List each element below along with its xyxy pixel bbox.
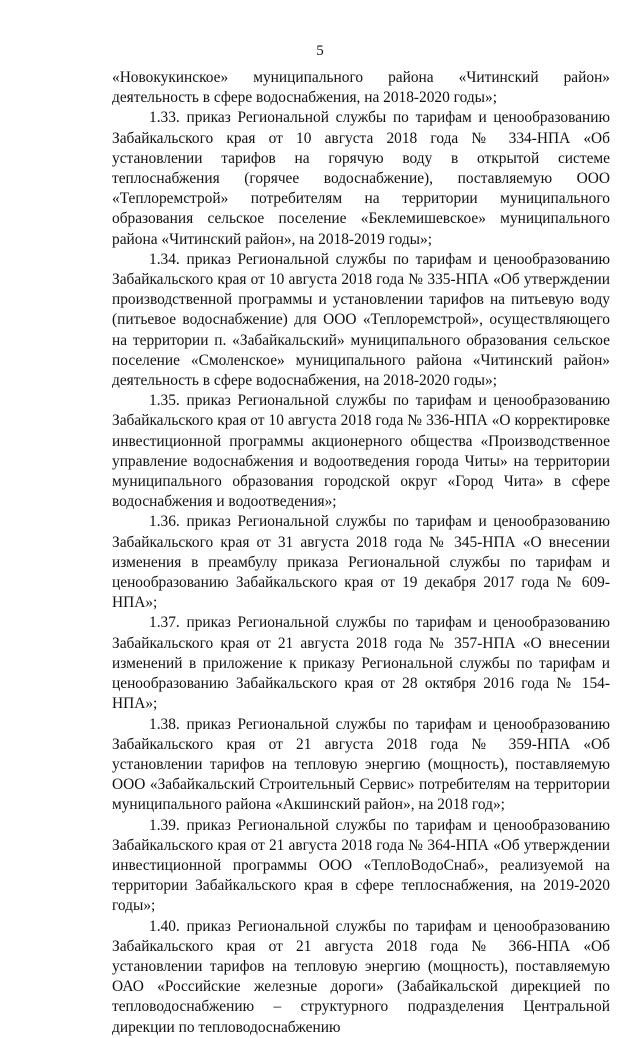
paragraph-item-1-40: 1.40. приказ Региональной службы по тарифам и ценообразованию Забайкальского края от 21 августа 2018 года № 366-НПА «Об установлении тарифов на тепловую энергию (мощность), поставляемую ОАО «Российские железные дороги» (Забайкальской дирекцией по тепловодоснабжению – структурного подразделения Центральной дирекции по тепловодоснабжению [112, 917, 610, 1036]
paragraph-item-1-36: 1.36. приказ Региональной службы по тарифам и ценообразованию Забайкальского края от 31 августа 2018 года № 345-НПА «О внесении изменения в преамбулу приказа Региональной службы по тарифам и ценообразованию Забайкальского края от 19 декабря 2017 года № 609-НПА»; [112, 513, 610, 612]
paragraph-item-1-35: 1.35. приказ Региональной службы по тарифам и ценообразованию Забайкальского края от 10 августа 2018 года № 336-НПА «О корректировке инвестиционной программы акционерного общества «Производственное управление водоснабжения и водоотведения города Читы» на территории муниципального образования городской округ «Город Чита» в сфере водоснабжения и водоотведения»; [112, 392, 610, 511]
paragraph-item-1-38: 1.38. приказ Региональной службы по тарифам и ценообразованию Забайкальского края от 21 августа 2018 года № 359-НПА «Об установлении тарифов на тепловую энергию (мощность), поставляемую ООО «Забайкальский Строительный Сервис» потребителям на территории муниципального района «Акшинский район», на 2018 год»; [112, 715, 610, 814]
document-body [112, 68, 610, 1038]
paragraph-item-1-39: 1.39. приказ Региональной службы по тарифам и ценообразованию Забайкальского края от 21 августа 2018 года № 364-НПА «Об утверждении инвестиционной программы ООО «ТеплоВодоСнаб», реализуемой на территории Забайкальского края в сфере теплоснабжения, на 2019-2020 годы»; [112, 816, 610, 915]
paragraph-item-1-33: 1.33. приказ Региональной службы по тарифам и ценообразованию Забайкальского края от 10 августа 2018 года № 334-НПА «Об установлении тарифов на горячую воду в открытой системе теплоснабжения (горячее водоснабжение), поставляемую ООО «Теплоремстрой» потребителям на территории муниципального образования сельское поселение «Беклемишевское» муниципального района «Читинский район», на 2018-2019 годы»; [112, 109, 610, 248]
paragraph-continuation: «Новокукинское» муниципального района «Читинский район» деятельность в сфере водоснабжения, на 2018-2020 годы»; [112, 69, 610, 107]
paragraph-item-1-37: 1.37. приказ Региональной службы по тарифам и ценообразованию Забайкальского края от 21 августа 2018 года № 357-НПА «О внесении изменений в приложение к приказу Региональной службы по тарифам и ценообразованию Забайкальского края от 28 октября 2016 года № 154-НПА»; [112, 614, 610, 713]
paragraph-item-1-34: 1.34. приказ Региональной службы по тарифам и ценообразованию Забайкальского края от 10 августа 2018 года № 335-НПА «Об утверждении производственной программы и установлении тарифов на питьевую воду (питьевое водоснабжение) для ООО «Теплоремстрой», осуществляющего на территории п. «Забайкальский» муниципального образования сельское поселение «Смоленское» муниципального района «Читинский район» деятельность в сфере водоснабжения, на 2018-2020 годы»; [112, 250, 610, 390]
page-number: 5 [316, 43, 324, 59]
